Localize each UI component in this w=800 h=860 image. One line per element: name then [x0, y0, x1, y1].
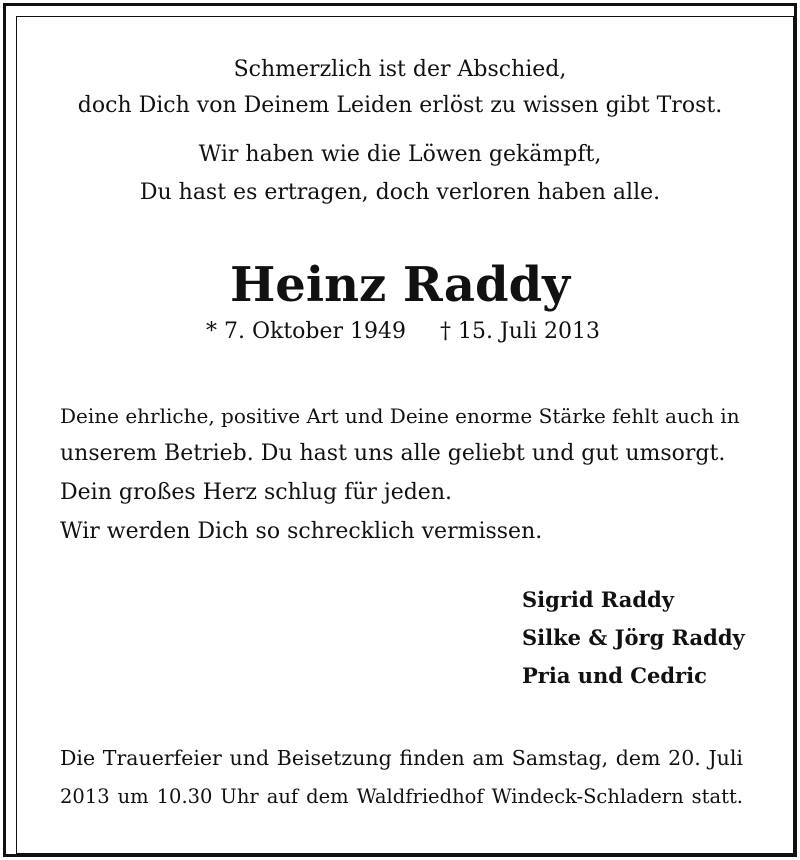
poem-line-3: Wir haben wie die Löwen gekämpft, [198, 142, 602, 167]
mourner-3: Pria und Cedric [522, 663, 707, 688]
poem-line-1: Schmerzlich ist der Abschied, [233, 57, 567, 82]
mourner-2: Silke & Jörg Raddy [522, 625, 745, 650]
tribute-line-4: Wir werden Dich so schrecklich vermissen. [60, 519, 543, 544]
funeral-line-2: 2013 um 10.30 Uhr auf dem Waldfriedhof Windeck-Schladern statt. [60, 785, 743, 808]
death-date: † 15. Juli 2013 [440, 319, 601, 344]
tribute-line-2: unserem Betrieb. Du hast uns alle geliebt und gut umsorgt. [60, 441, 726, 466]
mourner-1: Sigrid Raddy [522, 587, 674, 612]
life-dates [0, 318, 800, 346]
poem-line-4: Du hast es ertragen, doch verloren haben alle. [139, 180, 661, 205]
birth-date: * 7. Oktober 1949 [206, 319, 407, 344]
tribute-line-1: Deine ehrliche, positive Art und Deine enorme Stärke fehlt auch in [60, 404, 740, 428]
deceased-name: Heinz Raddy [229, 257, 571, 313]
outer-border [3, 3, 797, 857]
poem-line-2: doch Dich von Deinem Leiden erlöst zu wissen gibt Trost. [77, 93, 723, 118]
funeral-line-1: Die Trauerfeier und Beisetzung finden am Samstag, dem 20. Juli [60, 746, 743, 770]
tribute-line-3: Dein großes Herz schlug für jeden. [60, 480, 452, 505]
